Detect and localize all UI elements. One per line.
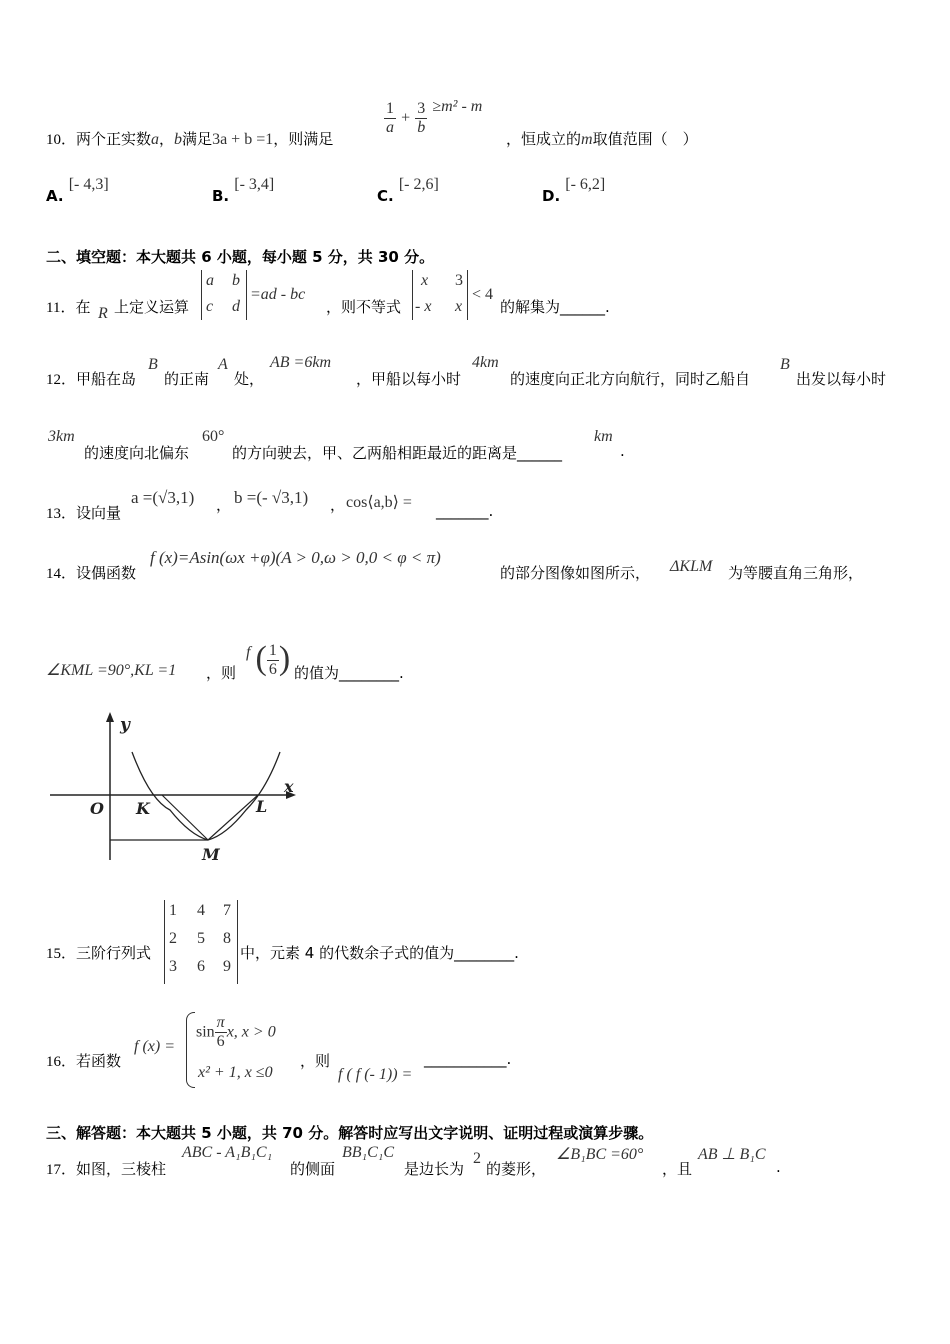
q10-line: 10．两个正实数a，b满足3a + b =1，则满足 — [46, 130, 334, 148]
graph-origin-label: O — [90, 799, 104, 818]
q17-text-d: 的菱形， — [486, 1160, 547, 1178]
q11-definition: =ad - bc — [250, 286, 306, 303]
q11-determinant-2: x 3 - x x — [412, 270, 468, 320]
q17-text-e: ，且 — [662, 1160, 693, 1178]
q17-prism: ABC - A₁B₁C₁ — [182, 1144, 273, 1161]
q10-option-a[interactable]: A. [- 4,3] — [46, 176, 109, 205]
q17-angle: ∠B₁BC =60° — [556, 1146, 644, 1163]
graph-l-label: L — [256, 797, 268, 816]
q11-determinant: a b c d — [201, 270, 247, 320]
graph-m-label: M — [202, 845, 220, 864]
q12-unit: km — [594, 428, 613, 445]
q12-point-b-2: B — [780, 356, 790, 373]
q15-matrix: 1 4 7 2 5 8 3 6 9 — [164, 900, 238, 984]
q13-answer-blank: _______. — [436, 502, 494, 520]
q16-f-of-x: f (x) = — [134, 1038, 175, 1055]
q12-angle: 60° — [202, 428, 225, 445]
q10-option-c[interactable]: C. [- 2,6] — [377, 176, 439, 205]
q11-line: 11．在 — [46, 298, 91, 316]
q12-speed-1: 4km — [472, 354, 499, 371]
q16-answer-blank: ___________. — [424, 1050, 512, 1068]
q16-composite: f ( f (- 1)) = — [338, 1066, 413, 1083]
q13-sep-2: ， — [330, 496, 346, 514]
q12-speed-2: 3km — [48, 428, 75, 445]
q12-point-b: B — [148, 356, 158, 373]
graph-x-label: x — [284, 777, 294, 796]
q12-text-d: ，甲船以每小时 — [356, 370, 462, 388]
q14-line-1: 14．设偶函数 — [46, 564, 137, 582]
q11-text2: ，则不等式 — [326, 298, 402, 316]
graph-y-label: y — [120, 715, 130, 735]
q17-text-c: 是边长为 — [404, 1160, 465, 1178]
q12-distance: AB =6km — [270, 354, 331, 371]
q14-text-c: 为等腰直角三角形， — [728, 564, 864, 582]
q10-option-d[interactable]: D. [- 6,2] — [542, 176, 606, 205]
q13-line: 13．设向量 — [46, 504, 122, 522]
q13-sep: ， — [216, 496, 232, 514]
q12-text-c: 处， — [234, 370, 265, 388]
q14-f-expression: f ( $\frac{1}{6}$ ) — [246, 640, 291, 678]
q14-text-b: 的部分图像如图所示， — [500, 564, 651, 582]
q17-text-b: 的侧面 — [290, 1160, 336, 1178]
q16-text-b: ，则 — [300, 1052, 331, 1070]
q11-answer-prompt: 的解集为______. — [500, 298, 610, 316]
q14-graph — [40, 710, 310, 870]
q11-var-r: R — [98, 305, 108, 322]
q12-line-1: 12．甲船在岛 — [46, 370, 137, 388]
q10-line-tail: ，恒成立的m取值范围（ ） — [506, 130, 698, 148]
q14-text-d: ，则 — [206, 664, 237, 682]
q12-text-h: 的方向驶去，甲、乙两船相距最近的距离是______ — [232, 444, 563, 462]
section-2-heading: 二、填空题：本大题共 6 小题，每小题 5 分，共 30 分。 — [46, 248, 435, 266]
section-3-heading: 三、解答题：本大题共 5 小题，共 70 分。解答时应写出文字说明、证明过程或演算步骤。 — [46, 1124, 654, 1142]
graph-k-label: K — [136, 799, 150, 818]
q17-perpendicular: AB ⊥ B₁C — [698, 1146, 766, 1163]
q12-text-b: 的正南 — [164, 370, 210, 388]
q16-brace — [186, 1012, 195, 1088]
q12-text-g: 的速度向北偏东 — [84, 444, 190, 462]
q15-line: 15．三阶行列式 — [46, 944, 152, 962]
q10-fraction-expr: $\frac{1}{a}$ + $\frac{3}{b}$ ≥m² - m — [386, 97, 483, 136]
q16-case-2: x² + 1, x ≤0 — [198, 1064, 273, 1081]
q12-end: . — [620, 442, 625, 460]
q16-case-1: sin $\frac{\pi}{6}$ x, x > 0 — [196, 1014, 276, 1050]
q10-number: 10． — [46, 132, 77, 148]
q13-cosine: cos⟨a,b⟩ = — [346, 494, 412, 511]
q14-answer-blank: 的值为________. — [294, 664, 404, 682]
q15-answer-blank: 中，元素 4 的代数余子式的值为________. — [240, 944, 519, 962]
q14-condition: ∠KML =90°,KL =1 — [46, 662, 177, 679]
q12-text-f: 出发以每小时 — [796, 370, 887, 388]
q16-line: 16．若函数 — [46, 1052, 122, 1070]
q17-face: BB₁C₁C — [342, 1144, 395, 1161]
q14-triangle: ΔKLM — [670, 558, 713, 575]
q17-length: 2 — [473, 1150, 481, 1167]
q13-vector-a: a =(√3,1) — [131, 488, 195, 507]
q13-vector-b: b =(- √3,1) — [234, 488, 309, 507]
q11-lt: < 4 — [472, 286, 494, 303]
q12-point-a: A — [218, 356, 228, 373]
q17-end: . — [776, 1158, 781, 1176]
q17-line: 17．如图，三棱柱 — [46, 1160, 167, 1178]
q10-option-b[interactable]: B. [- 3,4] — [212, 176, 275, 205]
q11-text: 上定义运算 — [114, 298, 190, 316]
q14-function: f (x)=Asin(ωx +φ)(A > 0,ω > 0,0 < φ < π) — [150, 548, 441, 567]
q12-text-e: 的速度向正北方向航行，同时乙船自 — [510, 370, 751, 388]
